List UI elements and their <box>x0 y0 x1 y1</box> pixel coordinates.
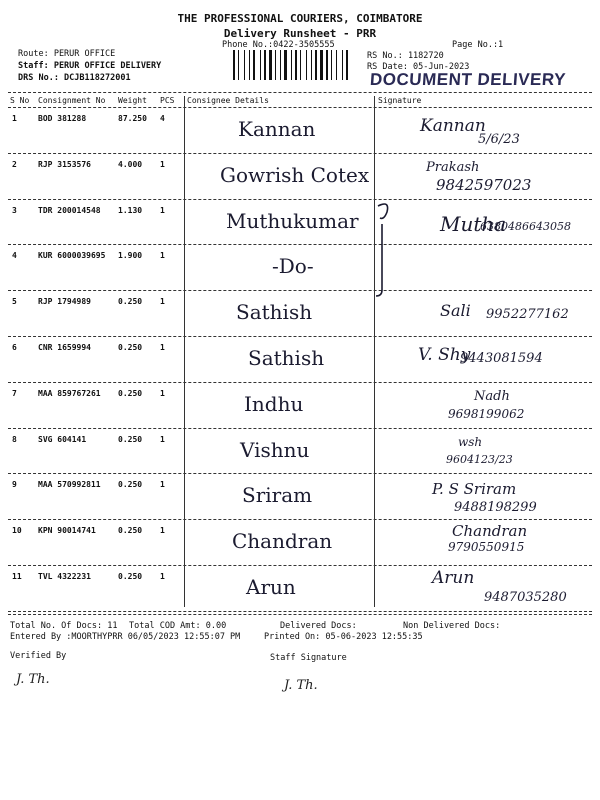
row-divider <box>8 153 592 154</box>
row-signature-note: 9790550915 <box>448 540 525 555</box>
col-pcs: PCS <box>160 96 175 105</box>
row-serial-number: 2 <box>12 159 17 169</box>
row-pieces: 4 <box>160 114 165 123</box>
row-weight: 0.250 <box>118 572 143 581</box>
row-weight: 0.250 <box>118 343 143 352</box>
row-serial-number: 9 <box>12 480 17 490</box>
col-consignment: Consignment No <box>38 96 106 105</box>
row-serial-number: 4 <box>12 251 17 261</box>
row-consignee-name: Sathish <box>236 300 313 325</box>
row-pieces: 1 <box>160 526 165 536</box>
row-divider <box>8 199 592 200</box>
row-weight: 0.250 <box>118 480 143 490</box>
row-divider <box>8 244 592 245</box>
company-name: THE PROFESSIONAL COURIERS, COIMBATORE <box>177 12 423 25</box>
row-divider <box>8 382 592 383</box>
consignee-column-divider <box>184 96 185 607</box>
header-top-rule <box>8 92 592 93</box>
row-pieces: 1 <box>160 251 165 261</box>
row-consignee-name: -Do- <box>272 254 314 279</box>
row-divider <box>8 473 592 474</box>
row-signature: Kannan <box>420 116 486 136</box>
row-consignment-number: TDR 200014548 <box>38 205 101 215</box>
row-signature-note: 9443081594 <box>460 351 543 366</box>
row-signature: Nadh <box>474 388 510 404</box>
row-consignee-name: Indhu <box>244 391 304 416</box>
col-consignee: Consignee Details <box>187 96 269 105</box>
row-serial-number: 3 <box>12 205 17 215</box>
row-consignee-name: Vishnu <box>240 437 310 462</box>
non-delivered-docs: Non Delivered Docs: <box>403 621 501 631</box>
header-bottom-rule <box>8 107 592 108</box>
verified-by-label: Verified By <box>10 651 67 661</box>
row-pieces: 1 <box>160 159 165 169</box>
row-weight: 4.000 <box>118 159 143 169</box>
row-signature: Sali <box>440 301 471 321</box>
row-consignment-number: SVG 604141 <box>38 434 87 444</box>
row-serial-number: 6 <box>12 343 17 352</box>
verified-by-signature: J. Th. <box>16 672 50 687</box>
row-signature-note: 9952277162 <box>486 307 569 323</box>
row-signature-note: 9842597023 <box>436 175 532 194</box>
staff-signature: J. Th. <box>284 678 318 693</box>
row-consignee-name: Gowrish Cotex <box>220 162 370 187</box>
row-consignee-name: Muthukumar <box>226 208 359 233</box>
row-consignment-number: MAA 570992811 <box>38 480 101 490</box>
row-weight: 0.250 <box>118 434 143 444</box>
row-weight: 0.250 <box>118 526 143 536</box>
row-pieces: 1 <box>160 480 165 490</box>
phone-number: Phone No.:0422-3505555 <box>222 40 335 50</box>
row-consignment-number: CNR 1659994 <box>38 343 91 352</box>
page-number: Page No.:1 <box>452 40 504 50</box>
row-divider <box>8 336 592 337</box>
total-cod-amount: Total COD Amt: 0.00 <box>129 621 227 631</box>
row-consignment-number: TVL 4322231 <box>38 572 91 581</box>
row-consignee-name: Sathish <box>248 346 325 370</box>
rs-number: RS No.: 1182720 <box>367 51 444 61</box>
drs-number: DRS No.: DCJB118272001 <box>18 73 131 83</box>
row-weight: 1.900 <box>118 251 143 261</box>
row-pieces: 1 <box>160 572 165 581</box>
row-consignee-name: Sriram <box>242 483 313 508</box>
row-signature-note: 9698199062 <box>448 406 525 421</box>
row-serial-number: 11 <box>12 572 22 581</box>
rs-date: RS Date: 05-Jun-2023 <box>367 62 470 72</box>
runsheet-title: Delivery Runsheet - PRR <box>223 27 377 40</box>
row-pieces: 1 <box>160 388 165 398</box>
row-consignment-number: KPN 90014741 <box>38 526 96 536</box>
signature-column-divider <box>374 96 375 607</box>
row-signature-note: 5/6/23 <box>478 132 520 147</box>
row-weight: 1.130 <box>118 205 143 215</box>
row-divider <box>8 428 592 429</box>
col-s-no: S No <box>10 96 30 105</box>
row-signature: Arun <box>432 568 475 588</box>
bracket-mark <box>372 198 396 300</box>
row-consignment-number: RJP 1794989 <box>38 297 91 307</box>
row-signature: Chandran <box>452 522 528 541</box>
staff-signature-label: Staff Signature <box>270 653 347 663</box>
row-consignee-name: Kannan <box>238 117 316 141</box>
row-pieces: 1 <box>160 297 165 307</box>
row-consignment-number: BOD 381288 <box>38 114 87 123</box>
row-signature: V. Shy <box>418 345 471 365</box>
row-signature-note: 9487035280 <box>484 590 567 605</box>
row-serial-number: 10 <box>12 526 22 536</box>
document-delivery-stamp: DOCUMENT DELIVERY <box>369 70 567 89</box>
staff-label: Staff: PERUR OFFICE DELIVERY <box>18 61 162 71</box>
total-docs: Total No. Of Docs: 11 <box>10 621 118 631</box>
delivered-docs: Delivered Docs: <box>280 621 357 631</box>
row-consignee-name: Arun <box>246 575 296 599</box>
row-divider <box>8 565 592 566</box>
row-signature: Prakash <box>426 159 480 175</box>
entered-by: Entered By :MOORTHYPRR 06/05/2023 12:55:07 PM <box>10 632 241 642</box>
row-signature: Mutha <box>440 211 507 236</box>
row-consignment-number: RJP 3153576 <box>38 159 91 169</box>
col-signature: Signature <box>378 96 422 105</box>
row-signature: P. S Sriram <box>432 480 517 499</box>
row-weight: 87.250 <box>118 114 147 123</box>
row-signature-note: 9604123/23 <box>446 452 513 466</box>
row-weight: 0.250 <box>118 388 143 398</box>
row-serial-number: 1 <box>12 114 17 123</box>
row-serial-number: 8 <box>12 434 17 444</box>
row-consignee-name: Chandran <box>232 529 333 554</box>
row-signature-note: 9488198299 <box>454 500 537 516</box>
row-serial-number: 5 <box>12 297 17 307</box>
row-consignment-number: MAA 859767261 <box>38 388 101 398</box>
row-pieces: 1 <box>160 343 165 352</box>
row-pieces: 1 <box>160 434 165 444</box>
barcode <box>233 50 361 80</box>
row-signature: wsh <box>458 434 483 449</box>
col-weight: Weight <box>118 96 147 105</box>
row-pieces: 1 <box>160 205 165 215</box>
row-weight: 0.250 <box>118 297 143 307</box>
row-serial-number: 7 <box>12 388 17 398</box>
row-signature-note: 6380486643058 <box>480 219 571 233</box>
printed-on: Printed On: 05-06-2023 12:55:35 <box>264 632 423 642</box>
footer-top-rule <box>8 614 592 615</box>
row-consignment-number: KUR 6000039695 <box>38 251 106 261</box>
row-divider <box>8 611 592 612</box>
row-divider <box>8 290 592 291</box>
row-divider <box>8 519 592 520</box>
route-label: Route: PERUR OFFICE <box>18 49 116 59</box>
